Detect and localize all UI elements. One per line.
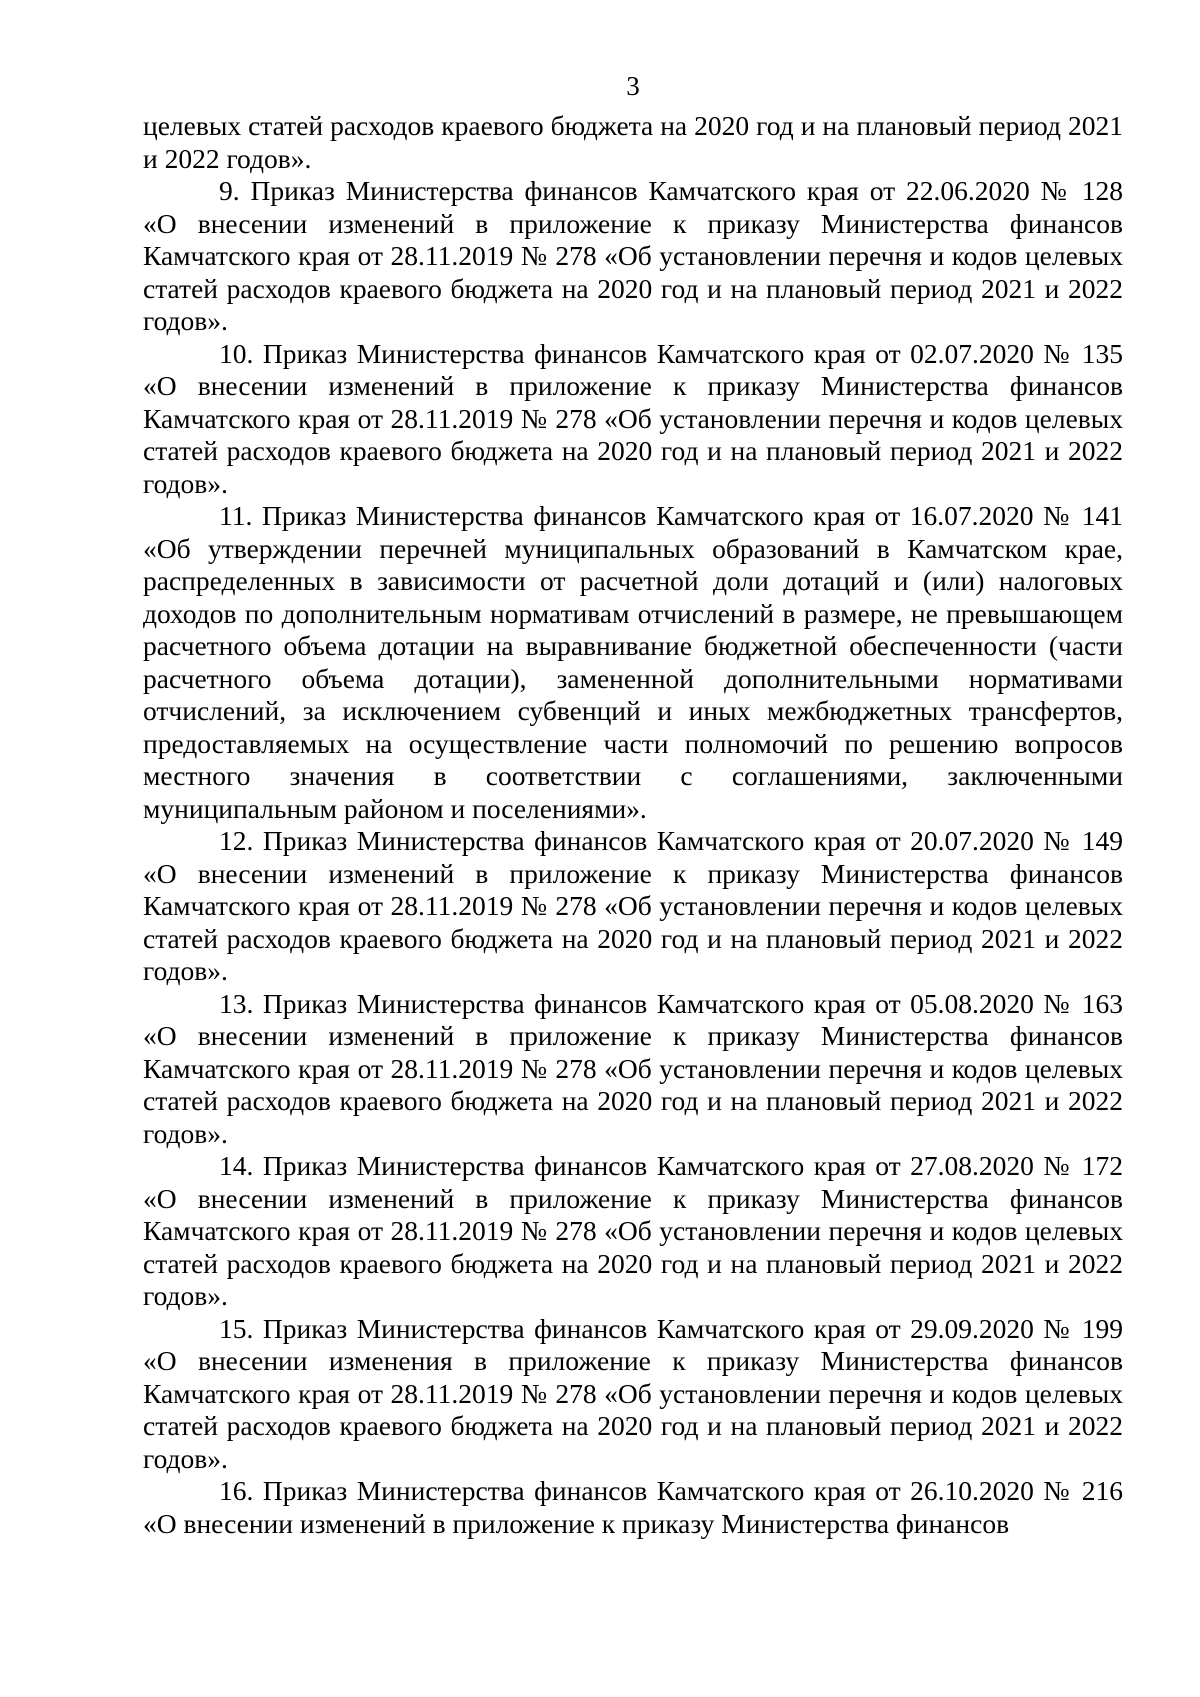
paragraph-item-16: 16. Приказ Министерства финансов Камчатского края от 26.10.2020 № 216 «О внесении изменений в приложение к приказу Министерства финансов (143, 1475, 1123, 1539)
page-number: 3 (626, 71, 640, 101)
paragraph-item-11: 11. Приказ Министерства финансов Камчатского края от 16.07.2020 № 141 «Об утверждении перечней муниципальных образований в Камчатском крае, распределенных в зависимости от расчетной доли дотаций и (или) налоговых доходов по дополнительным нормативам отчислений в размере, не превышающем расчетного объема дотации на выравнивание бюджетной обеспеченности (части расчетного объема дотации), замененной дополнительными нормативами отчислений, за исключением субвенций и иных межбюджетных трансфертов, предоставляемых на осуществление части полномочий по решению вопросов местного значения в соответствии с соглашениями, заключенными муниципальным районом и поселениями». (143, 500, 1123, 824)
document-page (143, 70, 1123, 1540)
paragraph-item-10: 10. Приказ Министерства финансов Камчатского края от 02.07.2020 № 135 «О внесении изменений в приложение к приказу Министерства финансов Камчатского края от 28.11.2019 № 278 «Об установлении перечня и кодов целевых статей расходов краевого бюджета на 2020 год и на плановый период 2021 и 2022 годов». (143, 337, 1123, 499)
paragraph-item-9: 9. Приказ Министерства финансов Камчатского края от 22.06.2020 № 128 «О внесении изменений в приложение к приказу Министерства финансов Камчатского края от 28.11.2019 № 278 «Об установлении перечня и кодов целевых статей расходов краевого бюджета на 2020 год и на плановый период 2021 и 2022 годов». (143, 175, 1123, 336)
paragraph-continuation: целевых статей расходов краевого бюджета на 2020 год и на плановый период 2021 и 2022 годов». (143, 110, 1123, 174)
paragraph-item-15: 15. Приказ Министерства финансов Камчатского края от 29.09.2020 № 199 «О внесении изменения в приложение к приказу Министерства финансов Камчатского края от 28.11.2019 № 278 «Об установлении перечня и кодов целевых статей расходов краевого бюджета на 2020 год и на плановый период 2021 и 2022 годов». (143, 1312, 1123, 1474)
paragraph-item-13: 13. Приказ Министерства финансов Камчатского края от 05.08.2020 № 163 «О внесении изменений в приложение к приказу Министерства финансов Камчатского края от 28.11.2019 № 278 «Об установлении перечня и кодов целевых статей расходов краевого бюджета на 2020 год и на плановый период 2021 и 2022 годов». (143, 987, 1123, 1149)
paragraph-item-12: 12. Приказ Министерства финансов Камчатского края от 20.07.2020 № 149 «О внесении изменений в приложение к приказу Министерства финансов Камчатского края от 28.11.2019 № 278 «Об установлении перечня и кодов целевых статей расходов краевого бюджета на 2020 год и на плановый период 2021 и 2022 годов». (143, 825, 1123, 986)
paragraph-item-14: 14. Приказ Министерства финансов Камчатского края от 27.08.2020 № 172 «О внесении изменений в приложение к приказу Министерства финансов Камчатского края от 28.11.2019 № 278 «Об установлении перечня и кодов целевых статей расходов краевого бюджета на 2020 год и на плановый период 2021 и 2022 годов». (143, 1150, 1123, 1311)
